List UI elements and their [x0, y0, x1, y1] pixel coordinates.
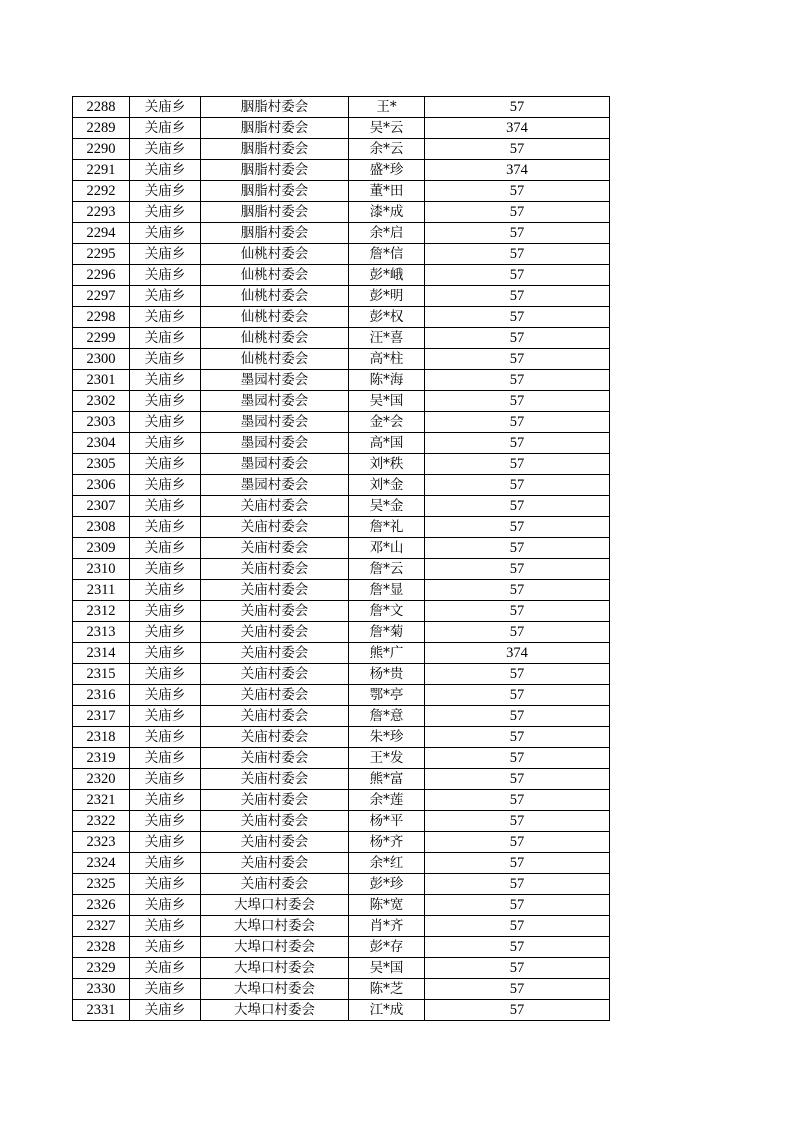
amount-cell: 57: [425, 832, 610, 853]
village-committee-cell: 大埠口村委会: [201, 937, 349, 958]
village-committee-cell: 关庙村委会: [201, 874, 349, 895]
township-cell: 关庙乡: [130, 391, 201, 412]
name-cell: 彭*明: [349, 286, 425, 307]
township-cell: 关庙乡: [130, 769, 201, 790]
township-cell: 关庙乡: [130, 706, 201, 727]
row-number-cell: 2294: [73, 223, 130, 244]
village-committee-cell: 关庙村委会: [201, 748, 349, 769]
table-row: [73, 475, 610, 496]
amount-cell: 57: [425, 874, 610, 895]
amount-cell: 57: [425, 202, 610, 223]
amount-cell: 57: [425, 937, 610, 958]
amount-cell: 57: [425, 244, 610, 265]
amount-cell: 57: [425, 412, 610, 433]
table-row: [73, 286, 610, 307]
table-row: [73, 370, 610, 391]
amount-cell: 57: [425, 97, 610, 118]
table-row: [73, 895, 610, 916]
amount-cell: 57: [425, 307, 610, 328]
table-row: [73, 832, 610, 853]
name-cell: 余*云: [349, 139, 425, 160]
table-row: [73, 769, 610, 790]
village-committee-cell: 关庙村委会: [201, 643, 349, 664]
row-number-cell: 2322: [73, 811, 130, 832]
township-cell: 关庙乡: [130, 370, 201, 391]
township-cell: 关庙乡: [130, 958, 201, 979]
row-number-cell: 2323: [73, 832, 130, 853]
amount-cell: 57: [425, 475, 610, 496]
village-committee-cell: 关庙村委会: [201, 664, 349, 685]
township-cell: 关庙乡: [130, 979, 201, 1000]
township-cell: 关庙乡: [130, 559, 201, 580]
row-number-cell: 2310: [73, 559, 130, 580]
row-number-cell: 2318: [73, 727, 130, 748]
amount-cell: 57: [425, 769, 610, 790]
row-number-cell: 2313: [73, 622, 130, 643]
amount-cell: 374: [425, 118, 610, 139]
village-committee-cell: 关庙村委会: [201, 538, 349, 559]
amount-cell: 57: [425, 853, 610, 874]
row-number-cell: 2316: [73, 685, 130, 706]
table-row: [73, 937, 610, 958]
amount-cell: 57: [425, 979, 610, 1000]
name-cell: 杨*贵: [349, 664, 425, 685]
township-cell: 关庙乡: [130, 685, 201, 706]
amount-cell: 57: [425, 601, 610, 622]
village-committee-cell: 胭脂村委会: [201, 139, 349, 160]
table-row: [73, 916, 610, 937]
row-number-cell: 2320: [73, 769, 130, 790]
amount-cell: 57: [425, 349, 610, 370]
table-row: [73, 265, 610, 286]
name-cell: 金*会: [349, 412, 425, 433]
name-cell: 吴*云: [349, 118, 425, 139]
amount-cell: 57: [425, 370, 610, 391]
village-committee-cell: 大埠口村委会: [201, 1000, 349, 1021]
name-cell: 高*柱: [349, 349, 425, 370]
amount-cell: 57: [425, 454, 610, 475]
township-cell: 关庙乡: [130, 832, 201, 853]
name-cell: 高*国: [349, 433, 425, 454]
amount-cell: 57: [425, 706, 610, 727]
township-cell: 关庙乡: [130, 727, 201, 748]
roster-body: [73, 97, 610, 1021]
amount-cell: 57: [425, 1000, 610, 1021]
amount-cell: 57: [425, 433, 610, 454]
township-cell: 关庙乡: [130, 601, 201, 622]
village-committee-cell: 仙桃村委会: [201, 244, 349, 265]
amount-cell: 57: [425, 328, 610, 349]
name-cell: 陈*宽: [349, 895, 425, 916]
village-committee-cell: 关庙村委会: [201, 496, 349, 517]
village-committee-cell: 胭脂村委会: [201, 223, 349, 244]
name-cell: 彭*存: [349, 937, 425, 958]
name-cell: 彭*权: [349, 307, 425, 328]
township-cell: 关庙乡: [130, 748, 201, 769]
table-row: [73, 307, 610, 328]
row-number-cell: 2315: [73, 664, 130, 685]
table-row: [73, 790, 610, 811]
row-number-cell: 2328: [73, 937, 130, 958]
name-cell: 漆*成: [349, 202, 425, 223]
table-row: [73, 664, 610, 685]
table-row: [73, 748, 610, 769]
name-cell: 陈*海: [349, 370, 425, 391]
table-row: [73, 454, 610, 475]
table-row: [73, 139, 610, 160]
name-cell: 汪*喜: [349, 328, 425, 349]
amount-cell: 57: [425, 916, 610, 937]
table-row: [73, 538, 610, 559]
village-committee-cell: 胭脂村委会: [201, 160, 349, 181]
row-number-cell: 2324: [73, 853, 130, 874]
row-number-cell: 2303: [73, 412, 130, 433]
amount-cell: 57: [425, 895, 610, 916]
amount-cell: 57: [425, 538, 610, 559]
row-number-cell: 2309: [73, 538, 130, 559]
roster-table: [72, 96, 610, 1021]
table-row: [73, 433, 610, 454]
township-cell: 关庙乡: [130, 412, 201, 433]
table-row: [73, 685, 610, 706]
village-committee-cell: 仙桃村委会: [201, 349, 349, 370]
row-number-cell: 2311: [73, 580, 130, 601]
village-committee-cell: 关庙村委会: [201, 622, 349, 643]
amount-cell: 57: [425, 790, 610, 811]
village-committee-cell: 墨园村委会: [201, 433, 349, 454]
row-number-cell: 2300: [73, 349, 130, 370]
row-number-cell: 2304: [73, 433, 130, 454]
row-number-cell: 2307: [73, 496, 130, 517]
row-number-cell: 2299: [73, 328, 130, 349]
village-committee-cell: 关庙村委会: [201, 811, 349, 832]
township-cell: 关庙乡: [130, 223, 201, 244]
village-committee-cell: 仙桃村委会: [201, 265, 349, 286]
row-number-cell: 2308: [73, 517, 130, 538]
amount-cell: 57: [425, 286, 610, 307]
table-row: [73, 160, 610, 181]
amount-cell: 57: [425, 958, 610, 979]
table-row: [73, 727, 610, 748]
row-number-cell: 2305: [73, 454, 130, 475]
amount-cell: 57: [425, 559, 610, 580]
amount-cell: 57: [425, 622, 610, 643]
table-row: [73, 496, 610, 517]
row-number-cell: 2329: [73, 958, 130, 979]
amount-cell: 57: [425, 265, 610, 286]
township-cell: 关庙乡: [130, 97, 201, 118]
township-cell: 关庙乡: [130, 895, 201, 916]
table-row: [73, 391, 610, 412]
township-cell: 关庙乡: [130, 181, 201, 202]
township-cell: 关庙乡: [130, 496, 201, 517]
table-row: [73, 181, 610, 202]
row-number-cell: 2295: [73, 244, 130, 265]
name-cell: 詹*显: [349, 580, 425, 601]
name-cell: 刘*秩: [349, 454, 425, 475]
township-cell: 关庙乡: [130, 160, 201, 181]
village-committee-cell: 墨园村委会: [201, 475, 349, 496]
village-committee-cell: 关庙村委会: [201, 601, 349, 622]
amount-cell: 57: [425, 223, 610, 244]
name-cell: 熊*富: [349, 769, 425, 790]
row-number-cell: 2302: [73, 391, 130, 412]
township-cell: 关庙乡: [130, 265, 201, 286]
village-committee-cell: 胭脂村委会: [201, 118, 349, 139]
township-cell: 关庙乡: [130, 1000, 201, 1021]
table-row: [73, 1000, 610, 1021]
amount-cell: 57: [425, 181, 610, 202]
amount-cell: 57: [425, 517, 610, 538]
table-row: [73, 328, 610, 349]
row-number-cell: 2317: [73, 706, 130, 727]
township-cell: 关庙乡: [130, 307, 201, 328]
row-number-cell: 2290: [73, 139, 130, 160]
table-row: [73, 412, 610, 433]
name-cell: 杨*平: [349, 811, 425, 832]
row-number-cell: 2326: [73, 895, 130, 916]
amount-cell: 57: [425, 727, 610, 748]
village-committee-cell: 墨园村委会: [201, 454, 349, 475]
name-cell: 詹*信: [349, 244, 425, 265]
table-row: [73, 706, 610, 727]
row-number-cell: 2321: [73, 790, 130, 811]
township-cell: 关庙乡: [130, 139, 201, 160]
village-committee-cell: 大埠口村委会: [201, 895, 349, 916]
row-number-cell: 2314: [73, 643, 130, 664]
name-cell: 彭*峨: [349, 265, 425, 286]
village-committee-cell: 大埠口村委会: [201, 916, 349, 937]
table-row: [73, 874, 610, 895]
row-number-cell: 2301: [73, 370, 130, 391]
name-cell: 鄂*亭: [349, 685, 425, 706]
amount-cell: 57: [425, 496, 610, 517]
row-number-cell: 2327: [73, 916, 130, 937]
table-row: [73, 559, 610, 580]
name-cell: 余*启: [349, 223, 425, 244]
township-cell: 关庙乡: [130, 937, 201, 958]
township-cell: 关庙乡: [130, 328, 201, 349]
village-committee-cell: 墨园村委会: [201, 391, 349, 412]
village-committee-cell: 胭脂村委会: [201, 181, 349, 202]
row-number-cell: 2312: [73, 601, 130, 622]
table-row: [73, 958, 610, 979]
table-row: [73, 601, 610, 622]
name-cell: 詹*云: [349, 559, 425, 580]
township-cell: 关庙乡: [130, 643, 201, 664]
row-number-cell: 2319: [73, 748, 130, 769]
township-cell: 关庙乡: [130, 580, 201, 601]
village-committee-cell: 关庙村委会: [201, 559, 349, 580]
row-number-cell: 2292: [73, 181, 130, 202]
name-cell: 余*红: [349, 853, 425, 874]
row-number-cell: 2306: [73, 475, 130, 496]
name-cell: 肖*齐: [349, 916, 425, 937]
name-cell: 吴*金: [349, 496, 425, 517]
row-number-cell: 2325: [73, 874, 130, 895]
table-row: [73, 622, 610, 643]
name-cell: 江*成: [349, 1000, 425, 1021]
name-cell: 王*发: [349, 748, 425, 769]
township-cell: 关庙乡: [130, 349, 201, 370]
village-committee-cell: 关庙村委会: [201, 706, 349, 727]
name-cell: 彭*珍: [349, 874, 425, 895]
amount-cell: 374: [425, 643, 610, 664]
township-cell: 关庙乡: [130, 517, 201, 538]
amount-cell: 374: [425, 160, 610, 181]
township-cell: 关庙乡: [130, 811, 201, 832]
table-row: [73, 979, 610, 1000]
name-cell: 王*: [349, 97, 425, 118]
name-cell: 吴*国: [349, 391, 425, 412]
township-cell: 关庙乡: [130, 853, 201, 874]
name-cell: 邓*山: [349, 538, 425, 559]
village-committee-cell: 墨园村委会: [201, 370, 349, 391]
township-cell: 关庙乡: [130, 244, 201, 265]
amount-cell: 57: [425, 748, 610, 769]
village-committee-cell: 关庙村委会: [201, 685, 349, 706]
village-committee-cell: 胭脂村委会: [201, 202, 349, 223]
village-committee-cell: 墨园村委会: [201, 412, 349, 433]
name-cell: 詹*意: [349, 706, 425, 727]
village-committee-cell: 关庙村委会: [201, 769, 349, 790]
village-committee-cell: 关庙村委会: [201, 580, 349, 601]
village-committee-cell: 仙桃村委会: [201, 286, 349, 307]
township-cell: 关庙乡: [130, 454, 201, 475]
township-cell: 关庙乡: [130, 202, 201, 223]
township-cell: 关庙乡: [130, 874, 201, 895]
row-number-cell: 2330: [73, 979, 130, 1000]
village-committee-cell: 仙桃村委会: [201, 328, 349, 349]
village-committee-cell: 大埠口村委会: [201, 979, 349, 1000]
township-cell: 关庙乡: [130, 286, 201, 307]
name-cell: 陈*芝: [349, 979, 425, 1000]
table-row: [73, 118, 610, 139]
township-cell: 关庙乡: [130, 664, 201, 685]
row-number-cell: 2296: [73, 265, 130, 286]
table-row: [73, 853, 610, 874]
row-number-cell: 2298: [73, 307, 130, 328]
amount-cell: 57: [425, 139, 610, 160]
name-cell: 余*莲: [349, 790, 425, 811]
table-row: [73, 349, 610, 370]
name-cell: 杨*齐: [349, 832, 425, 853]
table-row: [73, 202, 610, 223]
township-cell: 关庙乡: [130, 538, 201, 559]
township-cell: 关庙乡: [130, 433, 201, 454]
village-committee-cell: 关庙村委会: [201, 517, 349, 538]
name-cell: 吴*国: [349, 958, 425, 979]
township-cell: 关庙乡: [130, 622, 201, 643]
township-cell: 关庙乡: [130, 790, 201, 811]
name-cell: 朱*珍: [349, 727, 425, 748]
amount-cell: 57: [425, 811, 610, 832]
village-committee-cell: 关庙村委会: [201, 727, 349, 748]
table-row: [73, 223, 610, 244]
village-committee-cell: 大埠口村委会: [201, 958, 349, 979]
table-row: [73, 97, 610, 118]
amount-cell: 57: [425, 391, 610, 412]
name-cell: 詹*礼: [349, 517, 425, 538]
row-number-cell: 2291: [73, 160, 130, 181]
name-cell: 詹*菊: [349, 622, 425, 643]
row-number-cell: 2288: [73, 97, 130, 118]
row-number-cell: 2297: [73, 286, 130, 307]
amount-cell: 57: [425, 685, 610, 706]
name-cell: 刘*金: [349, 475, 425, 496]
table-row: [73, 517, 610, 538]
amount-cell: 57: [425, 580, 610, 601]
name-cell: 盛*珍: [349, 160, 425, 181]
name-cell: 詹*文: [349, 601, 425, 622]
township-cell: 关庙乡: [130, 916, 201, 937]
village-committee-cell: 关庙村委会: [201, 832, 349, 853]
village-committee-cell: 关庙村委会: [201, 790, 349, 811]
table-row: [73, 244, 610, 265]
row-number-cell: 2331: [73, 1000, 130, 1021]
village-committee-cell: 关庙村委会: [201, 853, 349, 874]
table-row: [73, 811, 610, 832]
name-cell: 董*田: [349, 181, 425, 202]
row-number-cell: 2293: [73, 202, 130, 223]
row-number-cell: 2289: [73, 118, 130, 139]
amount-cell: 57: [425, 664, 610, 685]
name-cell: 熊*广: [349, 643, 425, 664]
township-cell: 关庙乡: [130, 475, 201, 496]
table-row: [73, 580, 610, 601]
village-committee-cell: 胭脂村委会: [201, 97, 349, 118]
village-committee-cell: 仙桃村委会: [201, 307, 349, 328]
township-cell: 关庙乡: [130, 118, 201, 139]
table-row: [73, 643, 610, 664]
